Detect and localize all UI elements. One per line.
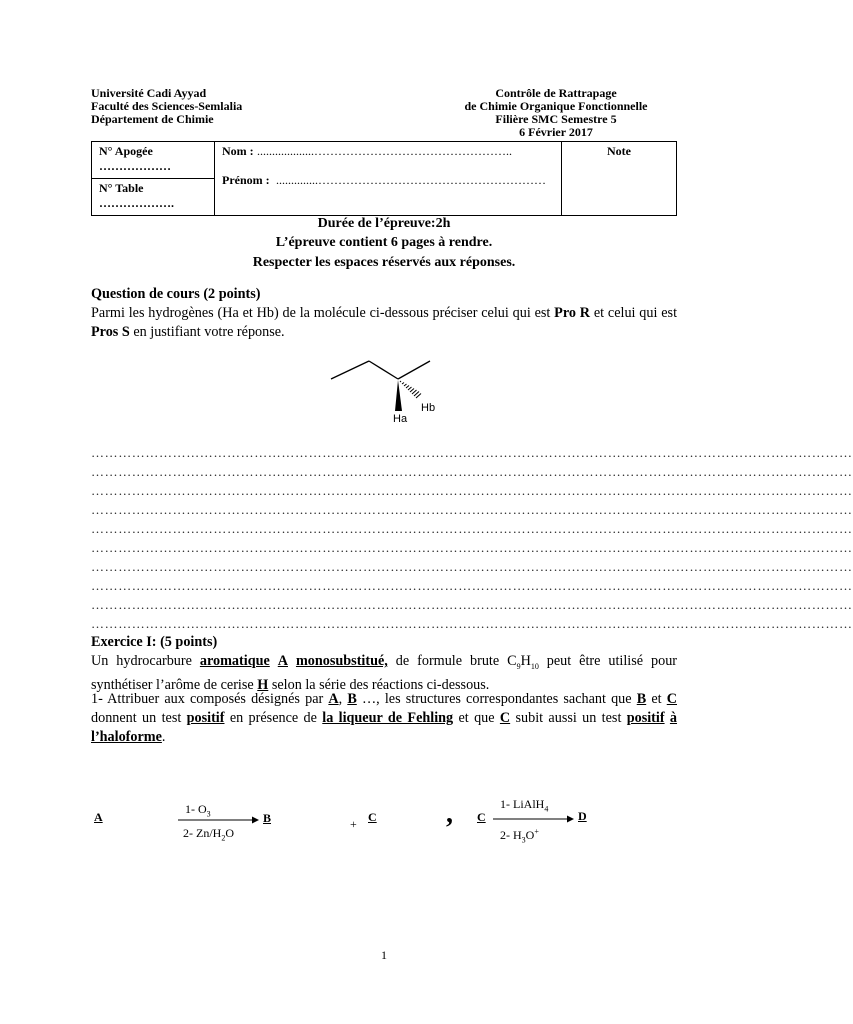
table-label: N° Table [99, 181, 144, 195]
answer-line[interactable]: …………………………………………………………………………………………………………………………………………………… [91, 540, 853, 555]
program-name: Filière SMC Semestre 5 [495, 112, 617, 126]
header-left [91, 87, 242, 126]
note-label: Note [607, 144, 631, 158]
page-number: 1 [381, 948, 387, 962]
reaction1-reagent1: 1- $O_3$ [185, 802, 211, 819]
bond-1 [331, 361, 369, 379]
compound-c2: C [477, 810, 486, 824]
answer-line[interactable]: …………………………………………………………………………………………………………………………………………………… [91, 597, 853, 612]
name-cell[interactable] [215, 142, 562, 216]
exam-duration: Durée de l’épreuve:2h [317, 216, 451, 231]
compound-a: A [94, 810, 103, 824]
answer-line[interactable]: …………………………………………………………………………………………………………………………………………………… [91, 578, 853, 593]
answer-line[interactable]: …………………………………………………………………………………………………………………………………………………… [91, 502, 853, 517]
answer-line[interactable]: …………………………………………………………………………………………………………………………………………………… [91, 445, 853, 460]
student-info-table [91, 141, 677, 216]
exam-type: Contrôle de Rattrapage [495, 86, 617, 100]
apogee-label: N° Apogée [99, 144, 153, 158]
note-cell [562, 142, 677, 216]
exercice1-title: Exercice I: (5 points) [91, 634, 218, 650]
department-name: Département de Chimie [91, 112, 214, 126]
apogee-dots: ……………… [99, 159, 171, 173]
exercice1-intro: Un hydrocarbure aromatique A monosubstitué, de formule brute $C_9H_{10}$ peut être utilisé pour synthétiser l’arôme de cerise H selon la série des réactions ci-dessous. [91, 653, 678, 693]
university-name: Université Cadi Ayyad [91, 86, 207, 100]
question-cours-title: Question de cours (2 points) [91, 286, 261, 302]
bond-3 [398, 361, 430, 379]
course-name: de Chimie Organique Fonctionnelle [464, 99, 648, 113]
reaction2-reagent2: 2- $H_3O^+$ [500, 827, 539, 845]
reaction2-arrow [493, 815, 575, 823]
molecule-structure [325, 355, 445, 430]
answer-line[interactable]: …………………………………………………………………………………………………………………………………………………… [91, 464, 853, 479]
answer-line[interactable]: …………………………………………………………………………………………………………………………………………………… [91, 616, 853, 631]
reaction1-arrow [178, 816, 260, 824]
exercice1-question1: 1- Attribuer aux composés désignés par A, B …, les structures correspondantes sachant que B et C donnent un test positif en présence de la liqueur de Fehling et que C subit aussi un test positif à l’haloforme. [91, 691, 678, 745]
nom-dots: ...................………………………………………….. [257, 144, 512, 158]
header-right [440, 87, 672, 139]
faculty-name: Faculté des Sciences-Semlalia [91, 99, 243, 113]
prenom-label: Prénom : [222, 173, 270, 187]
pro-r: Pro R [554, 305, 591, 321]
pros-s: Pros S [91, 324, 130, 340]
compound-b: B [263, 811, 272, 825]
label-hb: Hb [421, 402, 436, 414]
answer-line[interactable]: …………………………………………………………………………………………………………………………………………………… [91, 559, 853, 574]
hashed-bond [400, 381, 421, 398]
separator-comma: , [446, 798, 453, 829]
prenom-dots: ..............………………………………………………… [276, 173, 546, 187]
compound-c: C [368, 810, 377, 824]
exam-date: 6 Février 2017 [519, 125, 593, 139]
table-dots: ………………. [99, 196, 174, 210]
bond-2 [369, 361, 398, 379]
nom-label: Nom : [222, 144, 254, 158]
answer-line[interactable]: …………………………………………………………………………………………………………………………………………………… [91, 521, 853, 536]
question-cours-text: Parmi les hydrogènes (Ha et Hb) de la molécule ci-dessous préciser celui qui est Pro R et celui qui est Pros S en justifiant votre réponse. [91, 305, 678, 340]
wedge-bond [395, 380, 402, 411]
label-ha: Ha [393, 413, 408, 425]
compound-d: D [578, 809, 587, 823]
answer-line[interactable]: …………………………………………………………………………………………………………………………………………………… [91, 483, 853, 498]
apogee-cell[interactable] [92, 142, 215, 179]
exam-instructions: Respecter les espaces réservés aux réponses. [252, 255, 516, 270]
reaction1-reagent2: 2- $Zn/H_2O$ [183, 826, 234, 843]
table-number-cell[interactable] [92, 179, 215, 216]
reaction2-reagent1: 1- LiAlH$_4$ [500, 797, 549, 814]
plus-sign: + [350, 817, 357, 831]
exam-pages: L’épreuve contient 6 pages à rendre. [275, 235, 493, 250]
